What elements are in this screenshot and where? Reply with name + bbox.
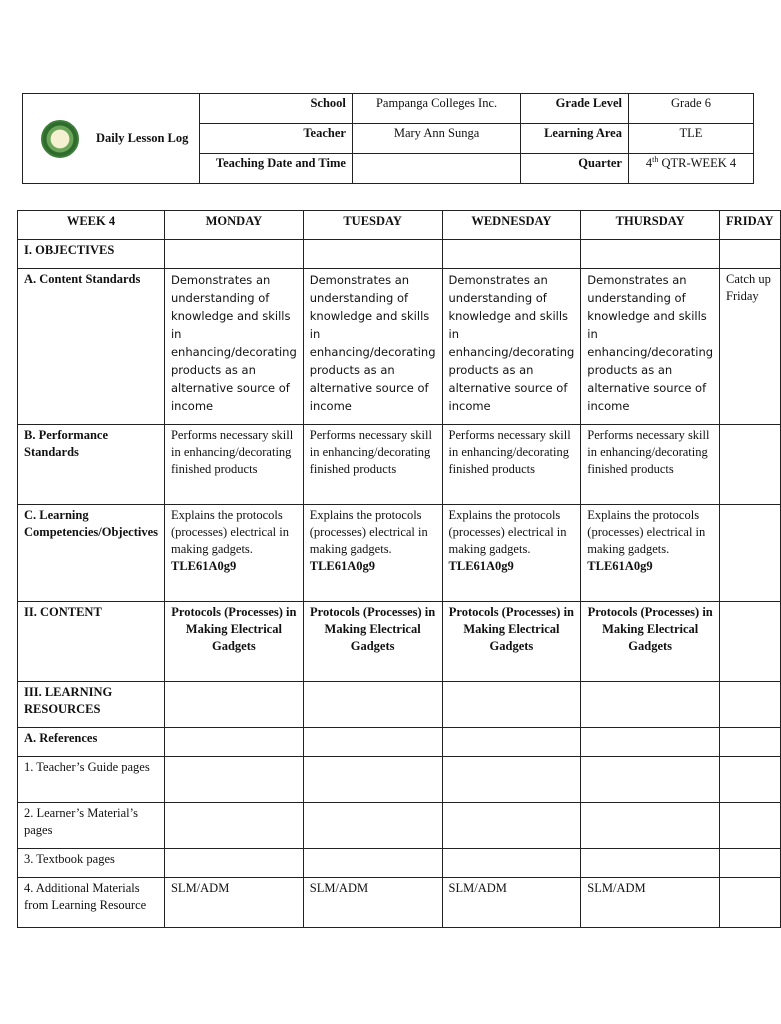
cell	[303, 803, 442, 849]
cell	[720, 505, 780, 602]
quarter-label: Quarter	[521, 154, 629, 184]
learners-material-label: 2. Learner’s Material’s pages	[18, 803, 165, 849]
content-standards-wednesday: Demonstrates an understanding of knowledge and skills in enhancing/decorating products as an alternative source of income	[442, 269, 581, 425]
performance-standards-wednesday: Performs necessary skill in enhancing/decorating finished products	[442, 425, 581, 505]
competency-code: TLE61A0g9	[170, 559, 237, 573]
additional-materials-label: 4. Additional Materials from Learning Resource	[18, 878, 165, 928]
textbook-label: 3. Textbook pages	[18, 849, 165, 878]
competency-code: TLE61A0g9	[587, 559, 653, 573]
additional-thursday: SLM/ADM	[581, 878, 720, 928]
performance-standards-monday: Performs necessary skill in enhancing/decorating finished products	[164, 425, 303, 505]
cell	[720, 849, 780, 878]
teacher-value: Mary Ann Sunga	[352, 124, 520, 154]
page-title: Daily Lesson Log	[96, 131, 189, 145]
content-wednesday: Protocols (Processes) in Making Electrical Gadgets	[442, 602, 581, 682]
quarter-number: 4	[645, 156, 653, 170]
table-header-row	[18, 211, 781, 240]
competencies-thursday	[581, 505, 720, 602]
school-label: School	[200, 94, 353, 124]
table-row	[18, 757, 781, 803]
col-thursday: THURSDAY	[581, 211, 720, 240]
table-row	[18, 803, 781, 849]
table-row	[18, 425, 781, 505]
cell	[720, 240, 780, 269]
teachers-guide-label: 1. Teacher’s Guide pages	[18, 757, 165, 803]
content-label: II. CONTENT	[18, 602, 165, 682]
table-row	[18, 878, 781, 928]
cell	[581, 682, 720, 728]
cell	[303, 849, 442, 878]
content-thursday: Protocols (Processes) in Making Electrical Gadgets	[581, 602, 720, 682]
performance-standards-tuesday: Performs necessary skill in enhancing/decorating finished products	[303, 425, 442, 505]
quarter-suffix: th	[652, 154, 659, 164]
cell	[164, 682, 303, 728]
cell	[303, 240, 442, 269]
grade-level-label: Grade Level	[521, 94, 629, 124]
cell	[581, 240, 720, 269]
content-standards-tuesday: Demonstrates an understanding of knowledge and skills in enhancing/decorating products as an alternative source of income	[303, 269, 442, 425]
cell	[442, 803, 581, 849]
content-tuesday: Protocols (Processes) in Making Electrical Gadgets	[303, 602, 442, 682]
title-cell	[23, 94, 200, 184]
competency-text: Explains the protocols (processes) electrical in making gadgets.	[170, 508, 289, 556]
table-row	[18, 849, 781, 878]
competencies-tuesday	[303, 505, 442, 602]
date-value	[352, 154, 520, 184]
cell	[720, 602, 780, 682]
cell	[442, 682, 581, 728]
cell	[442, 757, 581, 803]
school-seal-icon	[41, 120, 79, 158]
col-week: WEEK 4	[18, 211, 165, 240]
competency-text: Explains the protocols (processes) electrical in making gadgets.	[587, 508, 706, 556]
references-label: A. References	[18, 728, 165, 757]
cell	[581, 849, 720, 878]
content-monday: Protocols (Processes) in Making Electrical Gadgets	[164, 602, 303, 682]
school-value: Pampanga Colleges Inc.	[352, 94, 520, 124]
content-standards-monday: Demonstrates an understanding of knowledge and skills in enhancing/decorating products as an alternative source of income	[164, 269, 303, 425]
quarter-value	[628, 154, 753, 184]
cell	[164, 849, 303, 878]
competency-code: TLE61A0g9	[448, 559, 514, 573]
date-label: Teaching Date and Time	[200, 154, 353, 184]
table-row	[18, 602, 781, 682]
cell	[720, 878, 780, 928]
cell	[164, 240, 303, 269]
teacher-label: Teacher	[200, 124, 353, 154]
table-row	[18, 682, 781, 728]
table-row	[18, 240, 781, 269]
cell	[164, 757, 303, 803]
col-tuesday: TUESDAY	[303, 211, 442, 240]
cell	[303, 757, 442, 803]
objectives-label: I. OBJECTIVES	[18, 240, 165, 269]
competency-code: TLE61A0g9	[309, 559, 376, 573]
additional-wednesday: SLM/ADM	[442, 878, 581, 928]
cell	[164, 803, 303, 849]
cell	[442, 849, 581, 878]
header-table	[22, 93, 754, 184]
cell	[164, 728, 303, 757]
cell	[442, 728, 581, 757]
cell	[720, 757, 780, 803]
cell	[720, 803, 780, 849]
competencies-monday	[164, 505, 303, 602]
lesson-table	[17, 210, 781, 928]
col-wednesday: WEDNESDAY	[442, 211, 581, 240]
performance-standards-thursday: Performs necessary skill in enhancing/decorating finished products	[581, 425, 720, 505]
additional-monday: SLM/ADM	[164, 878, 303, 928]
competencies-label: C. Learning Competencies/Objectives	[18, 505, 165, 602]
competency-text: Explains the protocols (processes) electrical in making gadgets.	[448, 508, 567, 556]
cell	[442, 240, 581, 269]
competency-text: Explains the protocols (processes) electrical in making gadgets.	[309, 508, 428, 556]
content-standards-thursday: Demonstrates an understanding of knowledge and skills in enhancing/decorating products as an alternative source of income	[581, 269, 720, 425]
cell	[581, 803, 720, 849]
learning-area-value: TLE	[628, 124, 753, 154]
content-standards-friday: Catch up Friday	[720, 269, 780, 425]
cell	[720, 425, 780, 505]
table-row	[18, 269, 781, 425]
cell	[581, 728, 720, 757]
cell	[720, 682, 780, 728]
grade-level-value: Grade 6	[628, 94, 753, 124]
competencies-wednesday	[442, 505, 581, 602]
content-standards-label: A. Content Standards	[18, 269, 165, 425]
additional-tuesday: SLM/ADM	[303, 878, 442, 928]
cell	[581, 757, 720, 803]
quarter-week: QTR-WEEK 4	[658, 156, 737, 170]
cell	[303, 728, 442, 757]
performance-standards-label: B. Performance Standards	[18, 425, 165, 505]
cell	[720, 728, 780, 757]
col-friday: FRIDAY	[720, 211, 780, 240]
col-monday: MONDAY	[164, 211, 303, 240]
table-row	[18, 505, 781, 602]
learning-resources-label: III. LEARNING RESOURCES	[18, 682, 165, 728]
learning-area-label: Learning Area	[521, 124, 629, 154]
table-row	[18, 728, 781, 757]
cell	[303, 682, 442, 728]
